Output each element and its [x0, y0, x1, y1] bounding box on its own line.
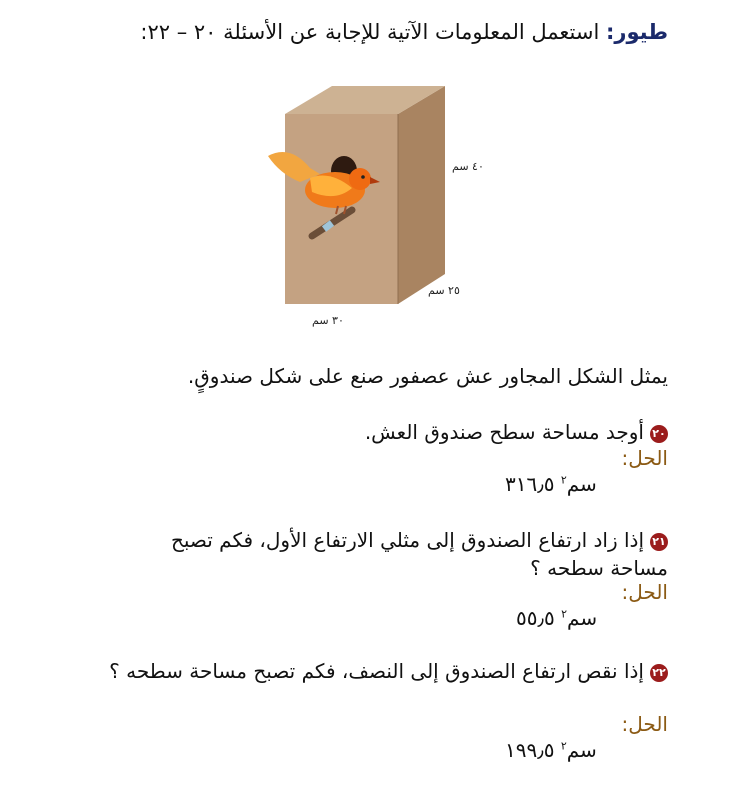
birdhouse-figure — [240, 78, 540, 338]
heading-keyword: طيور: — [605, 20, 668, 44]
question-number-badge: ٢٠ — [650, 425, 668, 443]
dim-height-label: ٤٠ سم — [452, 160, 484, 173]
answer-unit-power: ٢ — [560, 473, 567, 487]
question-number-badge: ٢١ — [650, 533, 668, 551]
answer-unit-power: ٢ — [561, 607, 568, 621]
question-text: أوجد مساحة سطح صندوق العش. — [364, 420, 644, 444]
answer-unit: سم — [567, 606, 598, 630]
question-21 — [108, 526, 668, 582]
answer-unit-power: ٢ — [560, 739, 567, 753]
solution-label: الحل: — [621, 580, 668, 604]
box-side — [398, 86, 445, 304]
solution-label: الحل: — [621, 712, 668, 736]
question-20 — [108, 418, 668, 446]
solution-label: الحل: — [621, 446, 668, 470]
answer-value: ٣١٦٫٥ — [505, 472, 555, 496]
question-22 — [108, 657, 668, 685]
question-text: إذا زاد ارتفاع الصندوق إلى مثلي الارتفاع الأول، فكم تصبح مساحة سطحه ؟ — [170, 528, 668, 580]
answer-unit: سم — [566, 738, 597, 762]
answer-22 — [505, 738, 597, 762]
answer-20 — [505, 472, 597, 496]
answer-21 — [516, 606, 597, 630]
question-text: إذا نقص ارتفاع الصندوق إلى النصف، فكم تصبح مساحة سطحه ؟ — [109, 659, 644, 683]
answer-value: ١٩٩٫٥ — [505, 738, 555, 762]
dim-depth-label: ٢٥ سم — [428, 284, 460, 297]
answer-value: ٥٥٫٥ — [516, 606, 555, 630]
question-number-badge: ٢٢ — [650, 664, 668, 682]
section-heading — [140, 20, 668, 44]
answer-unit: سم — [566, 472, 597, 496]
heading-text: استعمل المعلومات الآتية للإجابة عن الأسئلة ٢٠ – ٢٢: — [140, 20, 606, 44]
dim-width-label: ٣٠ سم — [312, 314, 344, 327]
problem-description: يمثل الشكل المجاور عش عصفور صنع على شكل صندوقٍ. — [187, 364, 668, 388]
box-front — [285, 114, 398, 304]
